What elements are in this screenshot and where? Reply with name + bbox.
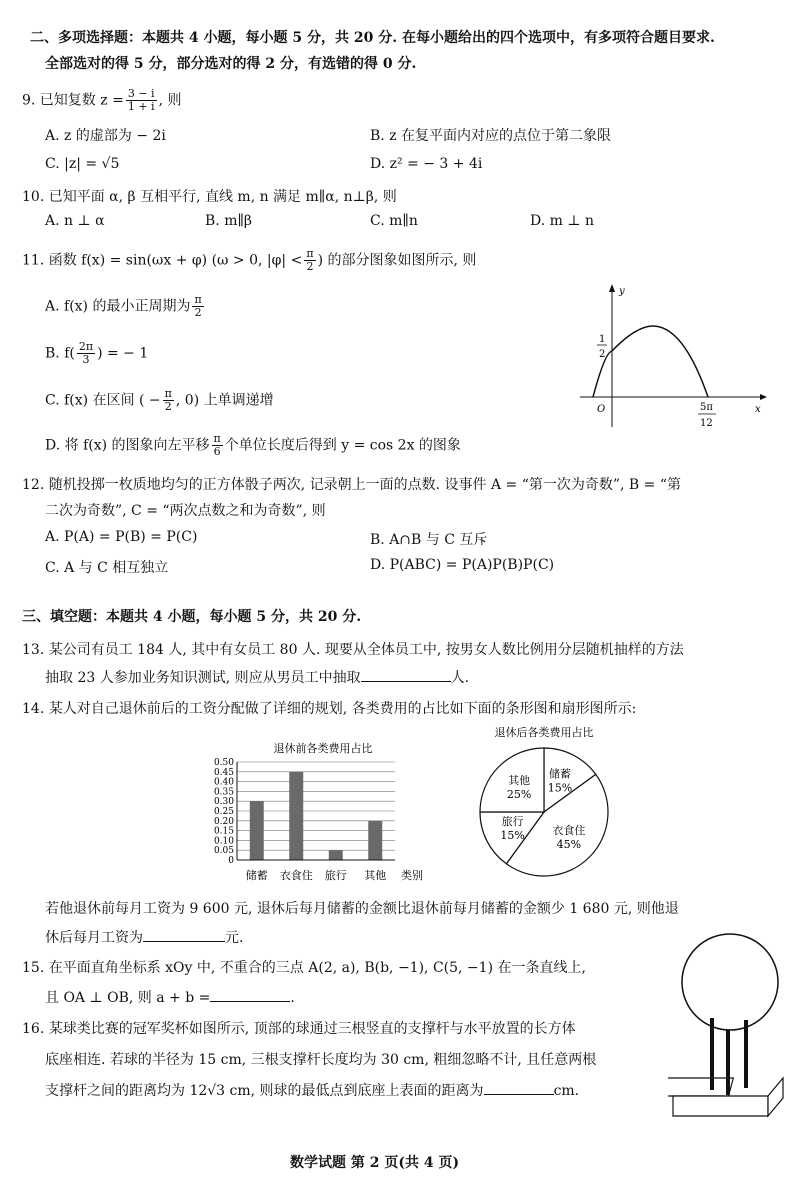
pie-label: 旅行 — [501, 814, 524, 828]
pie-chart — [460, 722, 630, 882]
pie-label: 储蓄 — [548, 767, 571, 781]
pie-value-label: 15% — [500, 828, 525, 842]
y-mark-num: 1 — [599, 334, 606, 345]
q10-option-b: B. m∥β — [205, 213, 253, 229]
bar-ytick-label: 0.35 — [213, 787, 234, 798]
pie-label: 其他 — [508, 774, 531, 788]
bar-储蓄 — [250, 801, 264, 860]
q9-option-d: D. z² = − 3 + 4i — [370, 156, 483, 172]
y-axis-arrow — [609, 284, 615, 292]
bar-ytick-label: 0.50 — [213, 758, 234, 768]
trophy-base-front — [673, 1096, 768, 1116]
q11-option-a: A. f(x) 的最小正周期为 $\frac{\pi}{2}$ — [45, 293, 202, 319]
q10-option-d: D. m ⊥ n — [530, 213, 594, 229]
x-axis-label: x — [755, 404, 761, 415]
trophy-illustration — [668, 930, 788, 1125]
q11-option-b: B. f( $\frac{2\pi}{3}$ ) = − 1 — [45, 340, 149, 366]
q15-line2: 且 OA ⊥ OB, 则 a + b = . — [45, 990, 295, 1006]
q9-option-b: B. z 在复平面内对应的点位于第二象限 — [370, 128, 612, 144]
y-axis-label: y — [619, 286, 625, 297]
bar-xlabel: 衣食住 — [279, 869, 313, 882]
origin-label: O — [597, 404, 606, 415]
bar-ytick-label: 0.30 — [213, 797, 234, 808]
bar-xlabel: 其他 — [364, 869, 387, 882]
bar-ytick-label: 0.05 — [213, 846, 234, 857]
bar-xlabel: 储蓄 — [245, 869, 268, 882]
q12-option-c: C. A 与 C 相互独立 — [45, 560, 169, 576]
bar-其他 — [368, 821, 382, 860]
section2-header-line1: 二、多项选择题：本题共 4 小题，每小题 5 分，共 20 分. 在每小题给出的四个选项中，有多项符合题目要求. — [30, 30, 715, 46]
bar-旅行 — [329, 850, 343, 860]
bar-ytick-label: 0.10 — [213, 836, 234, 847]
pie-label: 衣食住 — [552, 823, 586, 837]
y-mark-den: 2 — [599, 349, 606, 360]
q12-option-b: B. A∩B 与 C 互斥 — [370, 532, 488, 548]
bar-ytick-label: 0 — [228, 856, 234, 866]
q16-line2: 底座相连. 若球的半径为 15 cm, 三根支撑杆长度均为 30 cm, 粗细忽略不计, 且任意两根 — [45, 1052, 597, 1068]
pie-value-label: 45% — [556, 837, 582, 851]
q15-answer-blank[interactable] — [210, 1001, 290, 1002]
q10-option-a: A. n ⊥ α — [45, 213, 105, 229]
q14-answer-blank[interactable] — [143, 941, 225, 942]
bar-ytick-label: 0.20 — [213, 816, 234, 827]
section2-header-line2: 全部选对的得 5 分，部分选对的得 2 分，有选错的得 0 分. — [45, 56, 417, 72]
section3-header: 三、填空题：本题共 4 小题，每小题 5 分，共 20 分. — [22, 609, 362, 625]
q15-line1: 15. 在平面直角坐标系 xOy 中, 不重合的三点 A(2, a), B(b, −1), C(5, −1) 在一条直线上, — [22, 960, 586, 976]
q14-line1: 14. 某人对自己退休前后的工资分配做了详细的规划, 各类费用的占比如下面的条形图和扇形图所示: — [22, 701, 637, 717]
q10-stem: 10. 已知平面 α, β 互相平行, 直线 m, n 满足 m∥α, n⊥β, 则 — [22, 189, 397, 205]
sine-curve — [593, 326, 708, 397]
q13-line2: 抽取 23 人参加业务知识测试, 则应从男员工中抽取 人. — [45, 670, 470, 686]
bar-ytick-label: 0.25 — [213, 807, 234, 817]
x-mark-den: 12 — [700, 418, 713, 429]
bar-chart-title: 退休前各类费用占比 — [273, 742, 373, 755]
q9-stem: 9. 已知复数 z = $\frac{3 - i}{1 + i}$ , 则 — [22, 87, 182, 113]
trophy-base-top — [668, 1078, 733, 1096]
q11-stem: 11. 函数 f(x) = sin(ωx + φ) (ω > 0, |φ| < $\frac{\pi}{2}$ ) 的部分图象如图所示, 则 — [22, 247, 477, 273]
q12-stem-line1: 12. 随机投掷一枚质地均匀的正方体骰子两次, 记录朝上一面的点数. 设事件 A = “第一次为奇数”, B = “第 — [22, 477, 681, 493]
q14-line3: 休后每月工资为 元. — [45, 930, 244, 946]
trophy-base-side — [768, 1078, 783, 1116]
pie-value-label: 15% — [547, 781, 573, 795]
q13-answer-blank[interactable] — [361, 681, 451, 682]
bar-衣食住 — [289, 772, 303, 860]
bar-chart — [205, 740, 435, 885]
q16-line3: 支撑杆之间的距离均为 12√3 cm, 则球的最低点到底座上表面的距离为 cm. — [45, 1083, 580, 1099]
bar-xlabel: 旅行 — [324, 869, 347, 882]
q12-option-a: A. P(A) = P(B) = P(C) — [45, 529, 198, 545]
page-footer: 数学试题 第 2 页(共 4 页) — [290, 1155, 460, 1171]
q12-stem-line2: 二次为奇数”, C = “两次点数之和为奇数”, 则 — [45, 503, 326, 519]
bar-ytick-label: 0.45 — [213, 767, 234, 778]
bar-ytick-label: 0.40 — [213, 777, 234, 788]
x-axis-arrow — [760, 394, 767, 400]
q11-option-d: D. 将 f(x) 的图象向左平移 $\frac{\pi}{6}$ 个单位长度后得到 y = cos 2x 的图象 — [45, 432, 461, 458]
x-mark-num: 5π — [700, 402, 713, 413]
q16-line1: 16. 某球类比赛的冠军奖杯如图所示, 顶部的球通过三根竖直的支撑杆与水平放置的长方体 — [22, 1021, 576, 1037]
q13-line1: 13. 某公司有员工 184 人, 其中有女员工 80 人. 现要从全体员工中, 按男女人数比例用分层随机抽样的方法 — [22, 642, 684, 658]
trophy-ball — [682, 934, 778, 1030]
q9-option-c: C. |z| = √5 — [45, 156, 120, 172]
bar-chart-xlabel: 类别 — [401, 869, 423, 882]
q16-answer-blank[interactable] — [484, 1094, 554, 1095]
q9-option-a: A. z 的虚部为 − 2i — [45, 128, 166, 144]
q14-line2: 若他退休前每月工资为 9 600 元, 退休后每月储蓄的金额比退休前每月储蓄的金额少 1 680 元, 则他退 — [45, 901, 679, 917]
pie-value-label: 25% — [506, 788, 532, 802]
q12-option-d: D. P(ABC) = P(A)P(B)P(C) — [370, 557, 555, 573]
bar-ytick-label: 0.15 — [213, 826, 234, 837]
q10-option-c: C. m∥n — [370, 213, 418, 229]
q11-sine-graph — [575, 282, 775, 432]
q9-fraction: $\frac{3 - i}{1 + i}$ — [127, 87, 155, 113]
q11-option-c: C. f(x) 在区间 ( − $\frac{\pi}{2}$ , 0) 上单调递增 — [45, 387, 274, 413]
pie-chart-title: 退休后各类费用占比 — [494, 726, 594, 739]
